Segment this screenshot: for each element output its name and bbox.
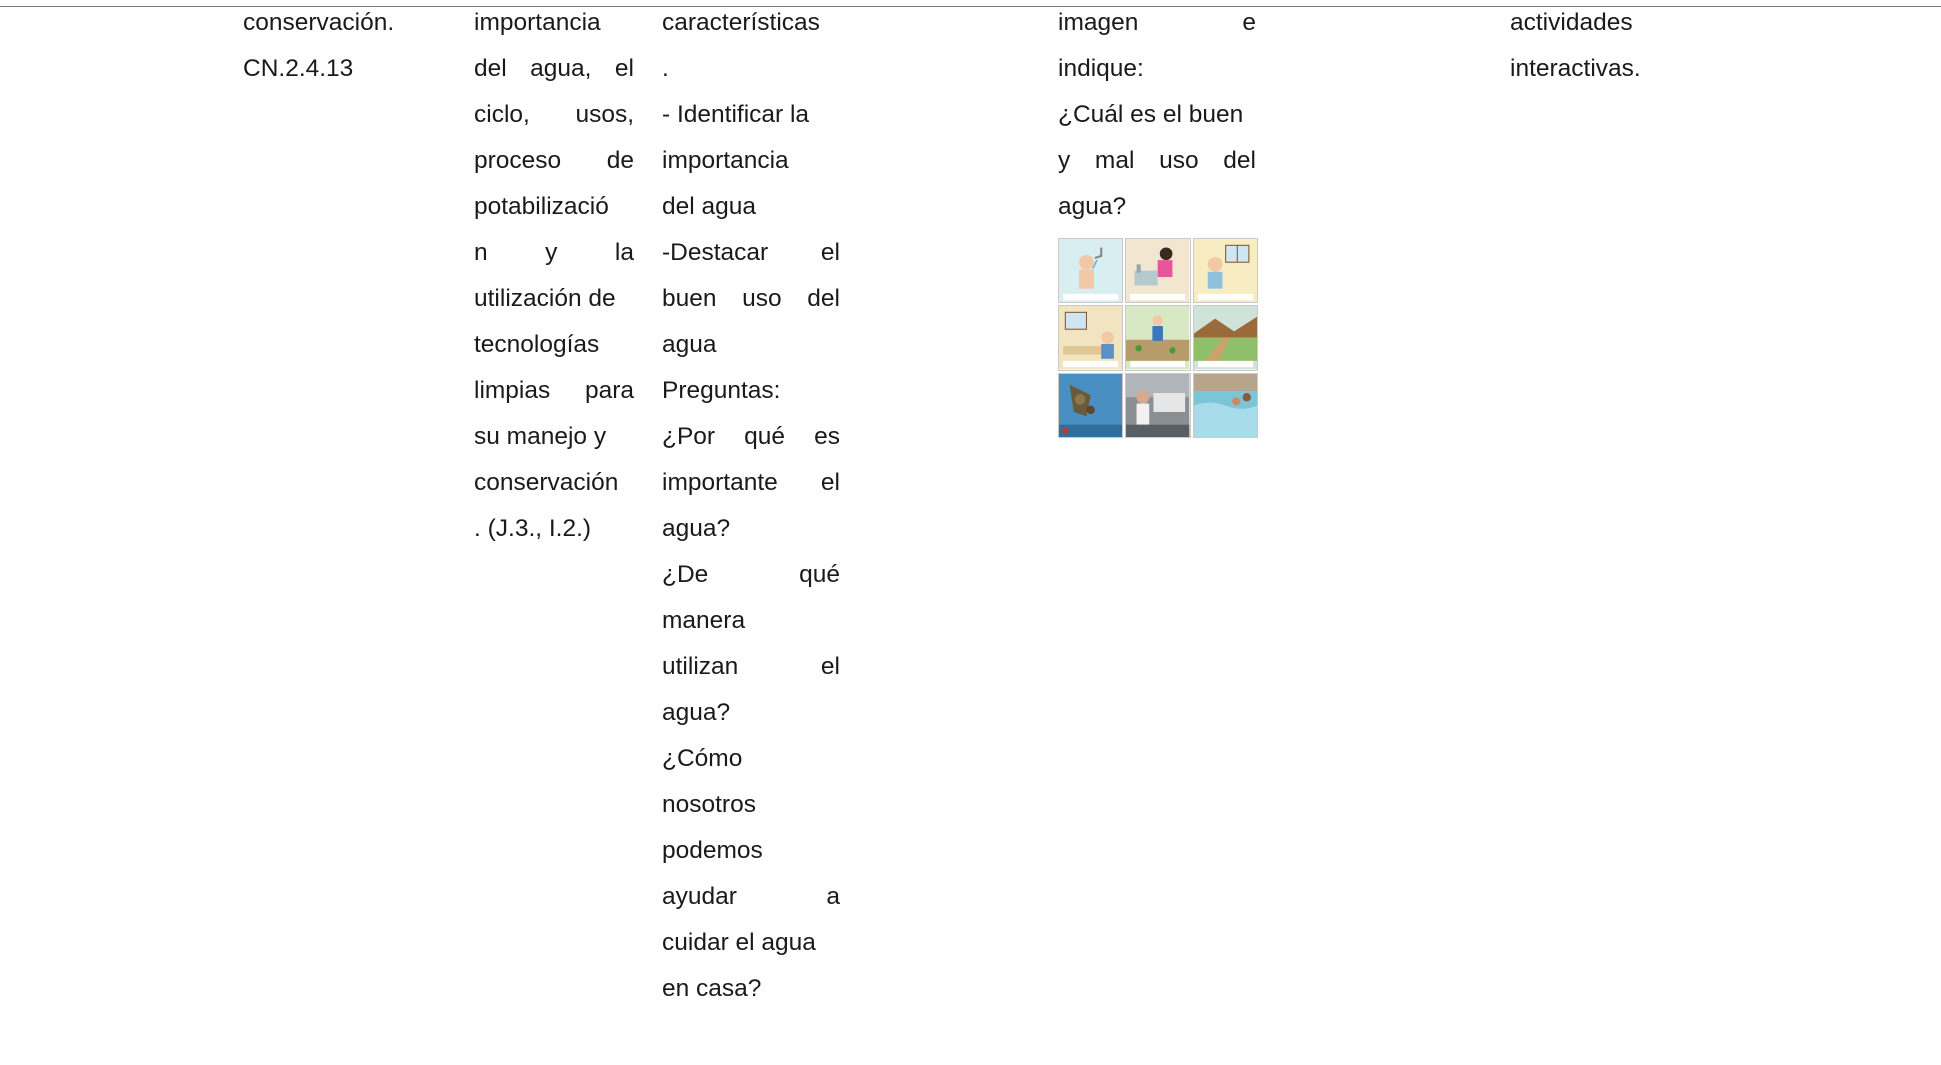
- text-line: interactivas.: [1510, 55, 1641, 82]
- text-line: actividades: [1510, 9, 1633, 36]
- polluted-river-photo: [1058, 373, 1123, 438]
- text-line: limpias para: [474, 377, 634, 404]
- water-use-image-grid: [1058, 238, 1258, 438]
- text-line: utilizan el: [662, 653, 840, 680]
- text-line: - Identificar la: [662, 101, 810, 128]
- text-line: características: [662, 9, 820, 36]
- shower-illustration: [1058, 238, 1123, 303]
- text-line: agua?: [662, 515, 731, 542]
- watering-plants-illustration: [1125, 305, 1190, 370]
- text-line: Preguntas:: [662, 377, 781, 404]
- text-line: del agua, el: [474, 55, 634, 82]
- irrigation-field-illustration: [1193, 305, 1258, 370]
- text-line: imagen e: [1058, 9, 1256, 36]
- text-line: en casa?: [662, 975, 762, 1002]
- text-line: importante el: [662, 469, 840, 496]
- swimming-pool-photo: [1193, 373, 1258, 438]
- text-line: .: [662, 55, 669, 82]
- text-line: agua: [662, 331, 717, 358]
- table-top-rule: [0, 6, 1941, 7]
- column-actividades: [662, 8, 840, 1020]
- open-faucet-illustration: [1058, 305, 1123, 370]
- text-line: -Destacar el: [662, 239, 840, 266]
- text-line: manera: [662, 607, 746, 634]
- text-line: utilización de: [474, 285, 616, 312]
- column-recursos: [1510, 8, 1730, 100]
- text-line: agua?: [662, 699, 731, 726]
- text-line: ciclo, usos,: [474, 101, 634, 128]
- text-line: ¿Por qué es: [662, 423, 840, 450]
- text-line: indique:: [1058, 55, 1144, 82]
- text-line: conservación.: [243, 9, 395, 36]
- text-line: agua?: [1058, 193, 1127, 220]
- text-line: su manejo y: [474, 423, 607, 450]
- text-line: tecnologías: [474, 331, 600, 358]
- washing-hands-illustration: [1125, 238, 1190, 303]
- drinking-water-illustration: [1193, 238, 1258, 303]
- text-line: nosotros: [662, 791, 756, 818]
- washing-car-photo: [1125, 373, 1190, 438]
- text-line: importancia: [662, 147, 789, 174]
- text-line: importancia: [474, 9, 601, 36]
- text-line: ayudar a: [662, 883, 840, 910]
- column-destreza: [474, 8, 634, 560]
- text-line: CN.2.4.13: [243, 55, 354, 82]
- text-line: . (J.3., I.2.): [474, 515, 592, 542]
- text-line: ¿Cómo: [662, 745, 743, 772]
- text-line: buen uso del: [662, 285, 840, 312]
- text-line: cuidar el agua: [662, 929, 816, 956]
- text-line: ¿Cuál es el buen: [1058, 101, 1244, 128]
- text-line: podemos: [662, 837, 763, 864]
- text-line: conservación: [474, 469, 619, 496]
- column-evaluacion: [1058, 8, 1256, 238]
- text-line: y mal uso del: [1058, 147, 1256, 174]
- column-codigo: [243, 8, 433, 100]
- text-line: n y la: [474, 239, 634, 266]
- text-line: ¿De qué: [662, 561, 840, 588]
- text-line: potabilizació: [474, 193, 609, 220]
- text-line: proceso de: [474, 147, 634, 174]
- text-line: del agua: [662, 193, 757, 220]
